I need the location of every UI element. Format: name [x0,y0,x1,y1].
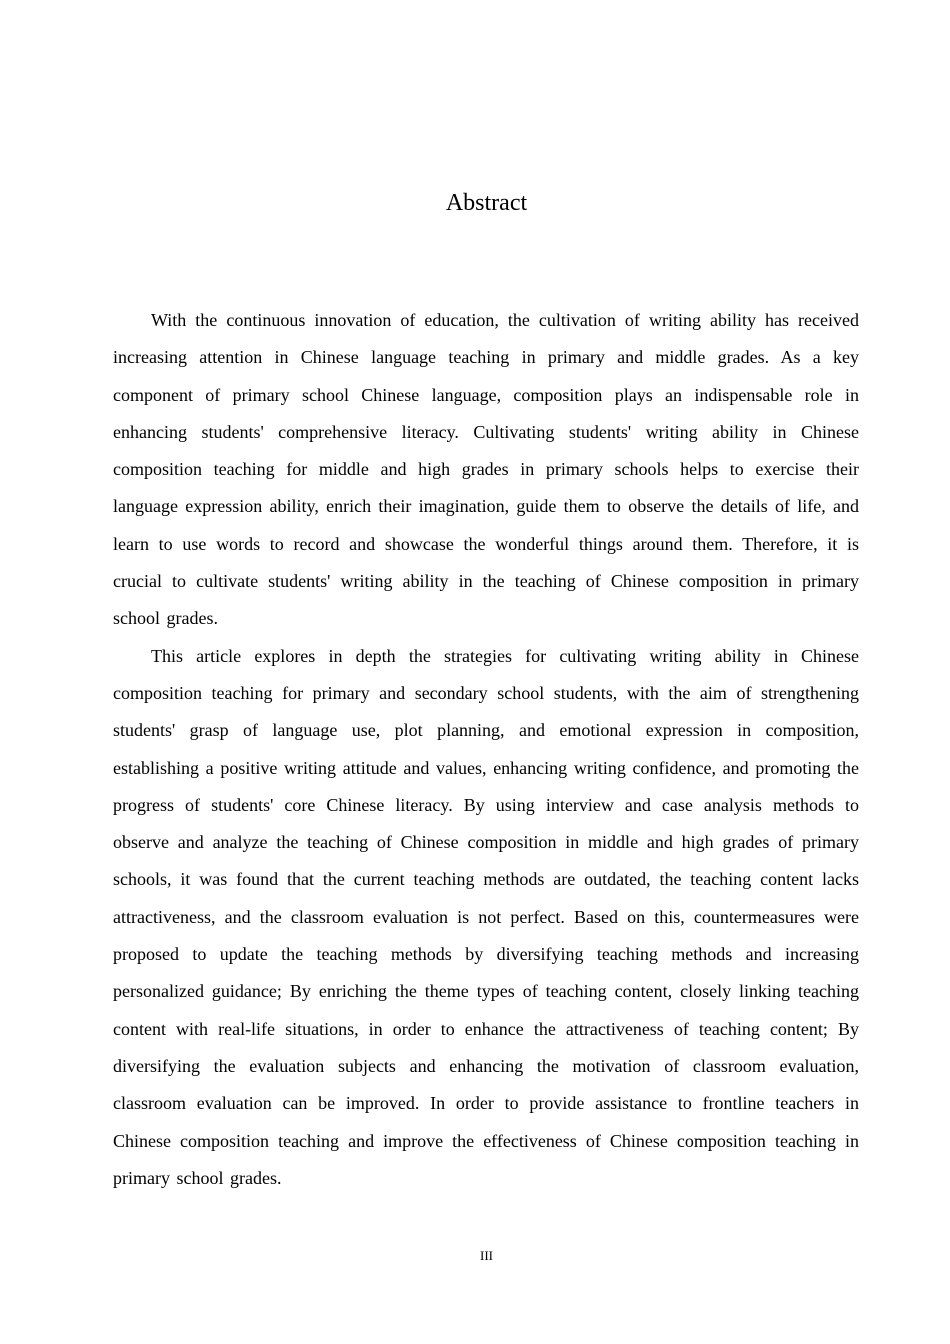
abstract-body [113,302,859,1197]
abstract-paragraph-1: With the continuous innovation of education, the cultivation of writing ability has received increasing attention in Chinese language teaching in primary and middle grades. As a key component of primary school Chinese language, composition plays an indispensable role in enhancing students' comprehensive literacy. Cultivating students' writing ability in Chinese composition teaching for middle and high grades in primary schools helps to exercise their language expression ability, enrich their imagination, guide them to observe the details of life, and learn to use words to record and showcase the wonderful things around them. Therefore, it is crucial to cultivate students' writing ability in the teaching of Chinese composition in primary school grades. [113,310,859,629]
page-title: Abstract [445,190,528,216]
page-number: III [480,1248,493,1263]
abstract-paragraph-2: This article explores in depth the strategies for cultivating writing ability in Chinese composition teaching for primary and secondary school students, with the aim of strengthening students' grasp of language use, plot planning, and emotional expression in composition, establishing a positive writing attitude and values, enhancing writing confidence, and promoting the progress of students' core Chinese literacy. By using interview and case analysis methods to observe and analyze the teaching of Chinese composition in middle and high grades of primary schools, it was found that the current teaching methods are outdated, the teaching content lacks attractiveness, and the classroom evaluation is not perfect. Based on this, countermeasures were proposed to update the teaching methods by diversifying teaching methods and increasing personalized guidance; By enriching the theme types of teaching content, closely linking teaching content with real-life situations, in order to enhance the attractiveness of teaching content; By diversifying the evaluation subjects and enhancing the motivation of classroom evaluation, classroom evaluation can be improved. In order to provide assistance to frontline teachers in Chinese composition teaching and improve the effectiveness of Chinese composition teaching in primary school grades. [113,645,859,1188]
